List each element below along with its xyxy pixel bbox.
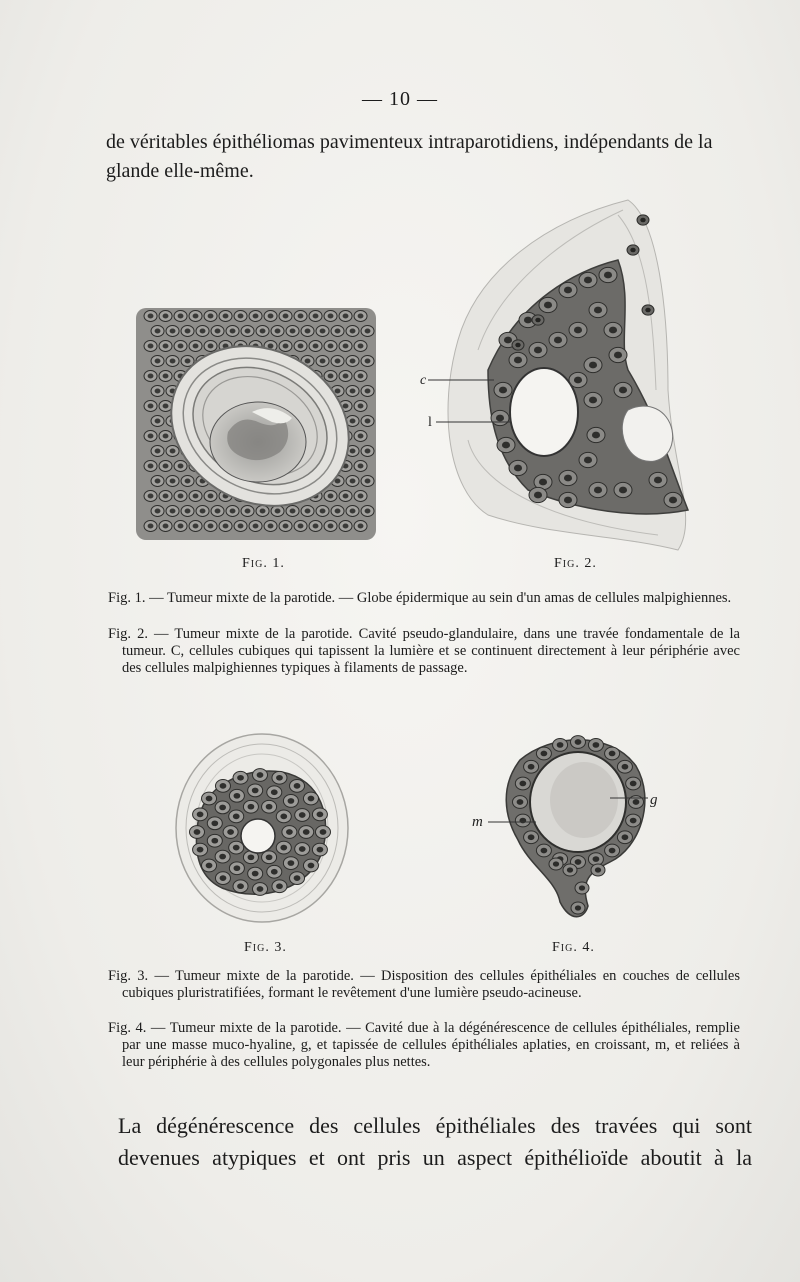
figure-1-caption-text: Fig. 1. — Tumeur mixte de la parotide. — Globe épidermique au sein d'un amas de cellules malpighiennes. — [108, 590, 732, 606]
figure-2-letter-l: l — [428, 415, 432, 430]
figure-3-illustration — [172, 728, 352, 928]
figure-2-letter-c: c — [420, 373, 427, 388]
figure-4-letter-g: g — [650, 792, 658, 808]
closing-paragraph-line-2: devenues atypiques et ont pris un aspect épithélioïde aboutit à la — [118, 1145, 752, 1170]
figure-4-caption-text: Fig. 4. — Tumeur mixte de la parotide. — Cavité due à la dégénérescence de cellules épithéliales, remplie par une masse muco-hyaline, g, et tapissée de cellules épithéliales aplaties, en croissant, m, et reliées à leur périphérie à des cellules polygonales plus nettes. — [108, 1020, 740, 1070]
closing-paragraph-line-1: La dégénérescence des cellules épithéliales des travées qui sont — [118, 1113, 752, 1138]
figure-3-label: Fig. 3. — [244, 940, 287, 955]
figure-1-label: Fig. 1. — [242, 556, 285, 571]
intro-paragraph: de véritables épithéliomas pavimenteux intraparotidiens, indépendants de la glande elle-même. — [106, 131, 713, 182]
page-number: — 10 — — [362, 88, 438, 110]
figure-1-illustration — [132, 302, 382, 547]
figure-4-letter-m: m — [472, 814, 483, 830]
figure-2-caption-text: Fig. 2. — Tumeur mixte de la parotide. Cavité pseudo-glandulaire, dans une travée fondamentale de la tumeur. C, cellules cubiques qui tapissent la lumière et se continuent directement à leur périphérie avec des cellules malpighiennes typiques à filaments de passage. — [108, 626, 740, 676]
figure-4-label: Fig. 4. — [552, 940, 595, 955]
figure-2-label: Fig. 2. — [554, 556, 597, 571]
figure-2-illustration — [418, 190, 718, 555]
figure-3-caption — [108, 968, 740, 1002]
figure-1-caption — [108, 590, 740, 607]
figure-3-caption-text: Fig. 3. — Tumeur mixte de la parotide. — Disposition des cellules épithéliales en couches de cellules cubiques pluristratifiées, formant le revêtement d'une lumière pseudo-acineuse. — [108, 968, 740, 1001]
figure-4-caption — [108, 1020, 740, 1071]
figure-2-caption — [108, 626, 740, 677]
figure-4-illustration — [460, 730, 670, 930]
